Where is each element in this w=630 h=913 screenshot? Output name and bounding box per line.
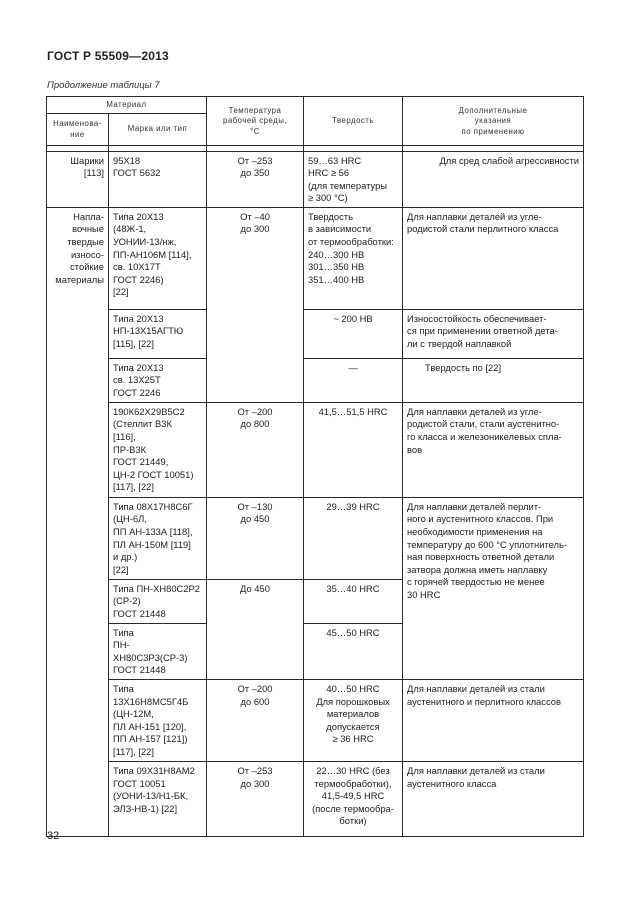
header-temperature: Температура рабочей среды, °С [207,97,304,146]
header-material: Материал [47,97,207,114]
header-grade: Марка или тип [109,113,207,145]
row-4-hardness: 41,5…51,5 HRC [304,402,403,497]
row-3-grade: Типа 20Х13 св. 13Х25Т ГОСТ 2246 [109,358,207,402]
table-caption: Продолжение таблицы 7 [47,80,160,91]
row-8-notes: Для наплавки деталей из стали аустенитного и перлитного классов [403,680,584,762]
row-4-notes: Для наплавки деталей из угле- родистой стали, стали аустенитно- го класса и железоникелевых спла- вов [403,402,584,497]
page-number: 32 [47,830,60,842]
row-9-notes: Для наплавки деталей из стали аустенитного класса [403,762,584,837]
materials-table [46,96,584,837]
row-2-notes: Износостойкость обеспечивает- ся при применении ответной дета- ли с твердой наплавкой [403,309,584,358]
row-4-temperature: От –200 до 800 [207,402,304,497]
row-6-grade: Типа ПН-ХН80С2Р2 (СР-2) ГОСТ 21448 [109,579,207,623]
row-balls-temperature: От –253 до 350 [207,151,304,207]
row-9-temperature: От –253 до 300 [207,762,304,837]
row-balls-name: Шарики [113] [47,151,109,207]
row-1-hardness: Твердость в зависимости от термообработки: 240…300 HB 301…350 HB 351…400 HB [304,207,403,309]
row-9-hardness: 22…30 HRC (без термообработки), 41,5-49,5 HRC (после термообра- ботки) [304,762,403,837]
row-2-grade: Типа 20Х13 НП-13Х15АГТЮ [115], [22] [109,309,207,358]
row-balls-grade: 95Х18 ГОСТ 5632 [109,151,207,207]
row-6-temperature: До 450 [207,579,304,679]
row-1-temperature: От –40 до 300 [207,207,304,402]
header-notes: Дополнительные указания по применению [403,97,584,146]
row-8-grade: Типа 13Х16Н8МС5Г4Б (ЦН-12М, ПЛ АН-151 [120], ПП АН-157 [121]) [117], [22] [109,680,207,762]
row-6-hardness: 35…40 HRC [304,579,403,623]
row-balls-hardness: 59…63 HRC HRC ≥ 56 (для температуры ≥ 300 °C) [304,151,403,207]
row-1-notes: Для наплавки деталей из угле- родистой стали перлитного класса [403,207,584,309]
row-5-notes: Для наплавки деталей перлит- ного и аустенитного классов. При необходимости применения на температуру до 600 °С уплотнитель- ная поверхность ответной детали затвора должна иметь наплавку с горячей твердостью не менее 30 HRC [403,497,584,679]
row-7-hardness: 45…50 HRC [304,623,403,679]
row-balls-notes: Для сред слабой агрессивности [403,151,584,207]
header-name: Наименова- ние [47,113,109,145]
header-hardness: Твердость [304,97,403,146]
row-7-grade: Типа ПН-ХН80С3Р3(СР-3) ГОСТ 21448 [109,623,207,679]
row-9-grade: Типа 09Х31Н8АМ2 ГОСТ 10051 (УОНИ-13/Н1-БК, ЭЛЗ-НВ-1) [22] [109,762,207,837]
document-header: ГОСТ Р 55509—2013 [47,49,169,63]
row-5-temperature: От –130 до 450 [207,497,304,579]
row-8-temperature: От –200 до 600 [207,680,304,762]
row-8-hardness: 40…50 HRC Для порошковых материалов допускается ≥ 36 HRC [304,680,403,762]
row-5-hardness: 29…39 HRC [304,497,403,579]
row-5-grade: Типа 08Х17Н8С6Г (ЦН-6Л, ПП АН-133А [118], ПЛ АН-150М [119] и др.) [22] [109,497,207,579]
row-1-grade: Типа 20Х13 (48Ж-1, УОНИИ-13/нж, ПП-АН106М [114], св. 10Х17Т ГОСТ 2246) [22] [109,207,207,309]
row-4-grade: 190К62Х29В5С2 (Стеллит В3К [116], ПР-В3К ГОСТ 21449, ЦН-2 ГОСТ 10051) [117], [22] [109,402,207,497]
row-3-notes: Твердость по [22] [403,358,584,402]
row-3-hardness: — [304,358,403,402]
group-name-cell: Напла- вочные твердые износо- стойкие материалы [47,207,109,836]
row-2-hardness: ~ 200 HB [304,309,403,358]
